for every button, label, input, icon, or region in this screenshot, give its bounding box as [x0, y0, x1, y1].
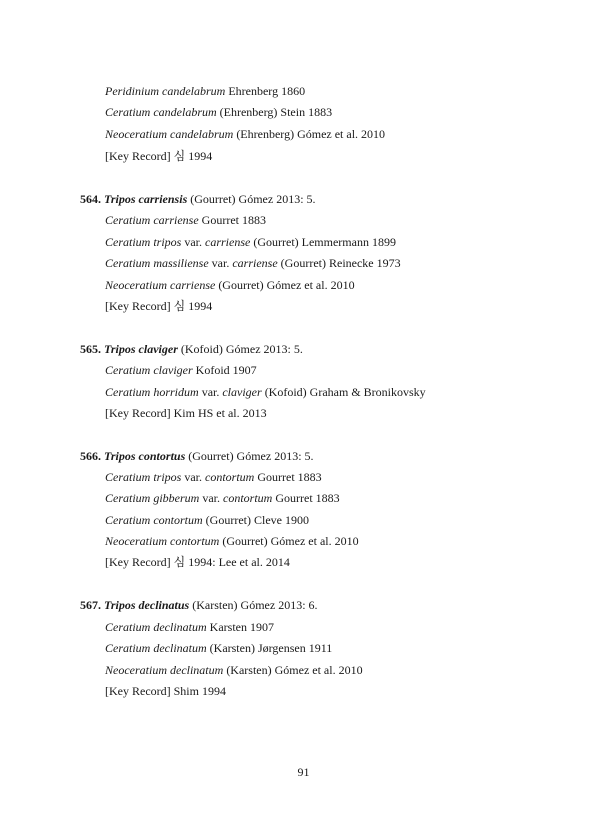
authority: (Gourret) Gómez 2013: 5.: [185, 449, 314, 463]
accepted-name: Tripos contortus: [104, 449, 186, 463]
synonym-line: [105, 491, 340, 505]
variety-epithet: carriense: [232, 256, 278, 270]
rank-marker: var.: [181, 235, 206, 249]
authority: Gourret 1883: [272, 491, 340, 505]
scientific-name: Peridinium candelabrum: [105, 84, 226, 98]
scientific-name: Ceratium candelabrum: [105, 105, 217, 119]
scientific-name: Neoceratium contortum: [105, 534, 220, 548]
accepted-name: Tripos claviger: [104, 342, 178, 356]
synonym-line: [105, 385, 426, 399]
key-record-line: [Key Record] 심 1994: Lee et al. 2014: [105, 555, 290, 569]
authority: (Gourret) Gómez et al. 2010: [215, 278, 355, 292]
scientific-name: Ceratium declinatum: [105, 620, 207, 634]
entry-number: 564.: [80, 192, 101, 206]
scientific-name: Ceratium gibberum: [105, 491, 200, 505]
synonym-line: [105, 513, 309, 527]
synonym-line: [105, 663, 363, 677]
rank-marker: var.: [208, 256, 233, 270]
authority: (Karsten) Gómez et al. 2010: [223, 663, 363, 677]
authority: Kofoid 1907: [192, 363, 257, 377]
page-number: 91: [297, 765, 310, 779]
variety-epithet: contortum: [223, 491, 273, 505]
scientific-name: Ceratium tripos: [105, 470, 182, 484]
rank-marker: var.: [198, 385, 223, 399]
authority: (Ehrenberg) Stein 1883: [216, 105, 333, 119]
authority: (Ehrenberg) Gómez et al. 2010: [233, 127, 386, 141]
entry-number: 565.: [80, 342, 101, 356]
key-record-line: [Key Record] 심 1994: [105, 149, 213, 163]
accepted-name: Tripos declinatus: [104, 598, 190, 612]
scientific-name: Ceratium claviger: [105, 363, 193, 377]
scientific-name: Ceratium massiliense: [105, 256, 209, 270]
rank-marker: var.: [181, 470, 206, 484]
scientific-name: Neoceratium carriense: [105, 278, 216, 292]
variety-epithet: claviger: [222, 385, 262, 399]
scientific-name: Ceratium contortum: [105, 513, 203, 527]
scientific-name: Ceratium tripos: [105, 235, 182, 249]
entry-heading: [80, 449, 314, 463]
entry-heading: [80, 342, 303, 356]
entry-heading: [80, 192, 316, 206]
synonym-line: [105, 470, 322, 484]
scientific-name: Neoceratium candelabrum: [105, 127, 234, 141]
synonym-line: [105, 235, 396, 249]
authority: (Kofoid) Gómez 2013: 5.: [177, 342, 303, 356]
authority: (Gourret) Gómez 2013: 5.: [187, 192, 316, 206]
authority: (Kofoid) Graham & Bronikovsky: [261, 385, 426, 399]
synonym-line: [105, 534, 359, 548]
entry-number: 567.: [80, 598, 101, 612]
entry-number: 566.: [80, 449, 101, 463]
scientific-name: Ceratium declinatum: [105, 641, 207, 655]
authority: Gourret 1883: [254, 470, 322, 484]
synonym-line: [105, 641, 332, 655]
authority: (Karsten) Gómez 2013: 6.: [189, 598, 318, 612]
rank-marker: var.: [199, 491, 224, 505]
authority: (Gourret) Gómez et al. 2010: [219, 534, 359, 548]
synonym-line: [105, 278, 355, 292]
entry-heading: [80, 598, 318, 612]
accepted-name: Tripos carriensis: [104, 192, 188, 206]
authority: (Gourret) Lemmermann 1899: [250, 235, 396, 249]
scientific-name: Ceratium carriense: [105, 213, 199, 227]
authority: Ehrenberg 1860: [225, 84, 306, 98]
authority: Gourret 1883: [198, 213, 266, 227]
key-record-line: [Key Record] Kim HS et al. 2013: [105, 406, 267, 420]
synonym-line: [105, 105, 332, 119]
synonym-line: [105, 363, 257, 377]
variety-epithet: carriense: [205, 235, 251, 249]
synonym-line: [105, 213, 266, 227]
authority: Karsten 1907: [206, 620, 274, 634]
variety-epithet: contortum: [205, 470, 255, 484]
scientific-name: Neoceratium declinatum: [105, 663, 224, 677]
synonym-line: [105, 127, 385, 141]
synonym-line: [105, 620, 274, 634]
key-record-line: [Key Record] 심 1994: [105, 299, 213, 313]
key-record-line: [Key Record] Shim 1994: [105, 684, 226, 698]
authority: (Gourret) Cleve 1900: [202, 513, 309, 527]
synonym-line: [105, 84, 305, 98]
synonym-line: [105, 256, 401, 270]
authority: (Karsten) Jørgensen 1911: [206, 641, 333, 655]
authority: (Gourret) Reinecke 1973: [277, 256, 401, 270]
scientific-name: Ceratium horridum: [105, 385, 199, 399]
